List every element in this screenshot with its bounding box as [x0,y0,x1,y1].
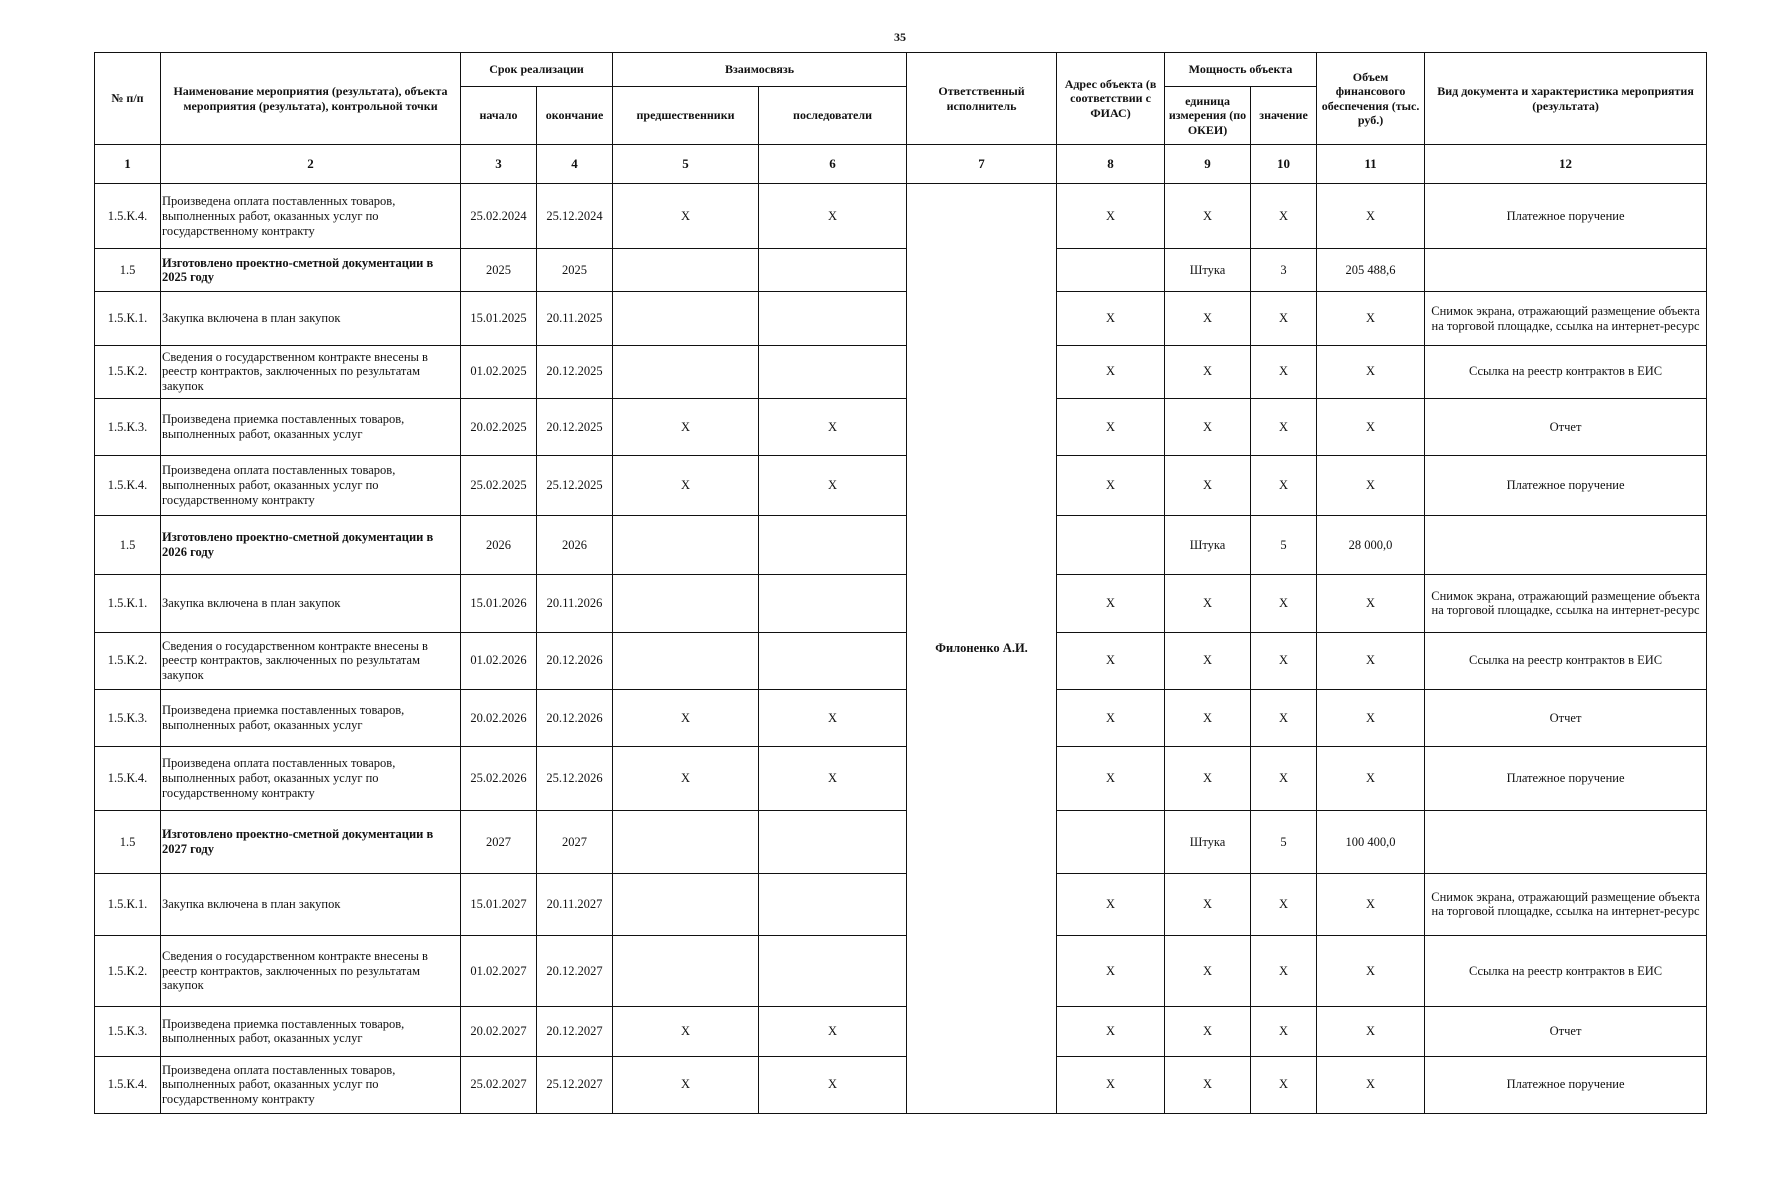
row-name: Сведения о государственном контракте внесены в реестр контрактов, заключенных по результатам закупок [161,632,461,689]
row-finance: X [1317,689,1425,746]
row-successors: X [759,398,907,455]
row-number: 1.5.К.3. [95,398,161,455]
row-predecessors [613,575,759,632]
row-successors [759,345,907,398]
row-number: 1.5.К.1. [95,874,161,935]
row-start: 2026 [461,515,537,574]
row-name: Произведена оплата поставленных товаров, выполненных работ, оказанных услуг по государственному контракту [161,183,461,249]
responsible-person: Филоненко А.И. [907,183,1057,1113]
table-row [95,935,1707,1007]
row-document: Снимок экрана, отражающий размещение объекта на торговой площадке, ссылка на интернет-ресурс [1425,874,1707,935]
row-start: 25.02.2025 [461,456,537,515]
row-finance: X [1317,345,1425,398]
row-end: 25.12.2027 [537,1056,613,1113]
row-predecessors: X [613,183,759,249]
row-address: X [1057,632,1165,689]
column-number: 9 [1165,145,1251,184]
row-finance: X [1317,456,1425,515]
table-row [95,515,1707,574]
row-capacity-unit: X [1165,689,1251,746]
row-address: X [1057,575,1165,632]
row-capacity-unit: X [1165,398,1251,455]
row-capacity-unit: X [1165,456,1251,515]
row-number: 1.5.К.3. [95,1007,161,1056]
header-num: № п/п [95,53,161,145]
table-row [95,1056,1707,1113]
header-term-group: Срок реализации [461,53,613,87]
column-number-row [95,145,1707,184]
row-start: 15.01.2026 [461,575,537,632]
table-row [95,874,1707,935]
row-document [1425,249,1707,292]
row-end: 20.12.2026 [537,632,613,689]
row-capacity-unit: X [1165,935,1251,1007]
row-address: X [1057,183,1165,249]
column-number: 6 [759,145,907,184]
header-doc: Вид документа и характеристика мероприятия (результата) [1425,53,1707,145]
row-capacity-value: X [1251,456,1317,515]
row-successors [759,874,907,935]
row-predecessors [613,292,759,345]
row-successors [759,292,907,345]
row-number: 1.5.К.1. [95,292,161,345]
row-document: Снимок экрана, отражающий размещение объекта на торговой площадке, ссылка на интернет-ресурс [1425,292,1707,345]
row-number: 1.5 [95,515,161,574]
row-finance: 100 400,0 [1317,810,1425,874]
row-end: 20.11.2025 [537,292,613,345]
row-finance: X [1317,935,1425,1007]
row-predecessors [613,345,759,398]
row-start: 2027 [461,810,537,874]
row-end: 25.12.2025 [537,456,613,515]
column-number: 4 [537,145,613,184]
header-capacity-group: Мощность объекта [1165,53,1317,87]
row-name: Произведена оплата поставленных товаров, выполненных работ, оказанных услуг по государственному контракту [161,1056,461,1113]
row-predecessors [613,935,759,1007]
row-end: 20.11.2026 [537,575,613,632]
header-name: Наименование мероприятия (результата), объекта мероприятия (результата), контрольной точки [161,53,461,145]
table-body [95,145,1707,1114]
row-capacity-unit: X [1165,874,1251,935]
row-number: 1.5.К.2. [95,345,161,398]
row-name: Произведена приемка поставленных товаров, выполненных работ, оказанных услуг [161,689,461,746]
row-start: 15.01.2027 [461,874,537,935]
row-document: Отчет [1425,1007,1707,1056]
row-capacity-unit: X [1165,1007,1251,1056]
row-document: Отчет [1425,689,1707,746]
column-number: 5 [613,145,759,184]
row-capacity-value: X [1251,575,1317,632]
row-number: 1.5.К.4. [95,1056,161,1113]
row-number: 1.5.К.3. [95,689,161,746]
row-predecessors: X [613,689,759,746]
header-relation-group: Взаимосвязь [613,53,907,87]
row-address: X [1057,1056,1165,1113]
row-document: Платежное поручение [1425,747,1707,811]
column-number: 3 [461,145,537,184]
row-finance: X [1317,874,1425,935]
row-end: 20.12.2027 [537,1007,613,1056]
row-predecessors [613,632,759,689]
row-predecessors [613,515,759,574]
column-number: 11 [1317,145,1425,184]
table-row [95,345,1707,398]
header-relation-prev: предшественники [613,87,759,145]
header-relation-next: последователи [759,87,907,145]
row-successors [759,632,907,689]
row-number: 1.5 [95,810,161,874]
row-capacity-unit: Штука [1165,249,1251,292]
row-predecessors [613,874,759,935]
row-address: X [1057,689,1165,746]
header-address: Адрес объекта (в соответствии с ФИАС) [1057,53,1165,145]
implementation-plan-table [94,52,1707,1114]
row-document [1425,810,1707,874]
row-number: 1.5.К.1. [95,575,161,632]
column-number: 12 [1425,145,1707,184]
column-number: 7 [907,145,1057,184]
row-capacity-unit: Штука [1165,515,1251,574]
row-end: 2025 [537,249,613,292]
row-successors [759,249,907,292]
row-successors: X [759,456,907,515]
row-address: X [1057,935,1165,1007]
table-row [95,689,1707,746]
row-capacity-value: X [1251,935,1317,1007]
table-row [95,575,1707,632]
row-capacity-value: X [1251,292,1317,345]
row-number: 1.5.К.2. [95,632,161,689]
row-end: 20.12.2026 [537,689,613,746]
row-start: 25.02.2026 [461,747,537,811]
row-finance: X [1317,292,1425,345]
row-end: 2026 [537,515,613,574]
row-start: 01.02.2025 [461,345,537,398]
row-start: 20.02.2025 [461,398,537,455]
row-predecessors: X [613,1056,759,1113]
table-row [95,810,1707,874]
row-name: Изготовлено проектно-сметной документации в 2027 году [161,810,461,874]
row-name: Изготовлено проектно-сметной документации в 2026 году [161,515,461,574]
header-term-start: начало [461,87,537,145]
column-number: 1 [95,145,161,184]
row-start: 15.01.2025 [461,292,537,345]
table-row [95,456,1707,515]
row-capacity-unit: X [1165,345,1251,398]
row-capacity-unit: X [1165,632,1251,689]
row-name: Закупка включена в план закупок [161,575,461,632]
table-row [95,398,1707,455]
row-capacity-value: X [1251,345,1317,398]
row-finance: X [1317,575,1425,632]
row-capacity-unit: X [1165,575,1251,632]
row-capacity-value: X [1251,183,1317,249]
page-number: 35 [894,30,906,44]
table-row [95,183,1707,249]
row-start: 25.02.2024 [461,183,537,249]
row-successors: X [759,183,907,249]
row-document [1425,515,1707,574]
row-capacity-value: X [1251,1056,1317,1113]
row-predecessors: X [613,456,759,515]
row-successors [759,575,907,632]
row-start: 2025 [461,249,537,292]
row-finance: X [1317,632,1425,689]
row-successors [759,515,907,574]
row-successors: X [759,689,907,746]
row-name: Произведена приемка поставленных товаров, выполненных работ, оказанных услуг [161,398,461,455]
row-document: Отчет [1425,398,1707,455]
row-finance: X [1317,398,1425,455]
row-end: 2027 [537,810,613,874]
row-end: 20.12.2025 [537,345,613,398]
row-address: X [1057,1007,1165,1056]
row-start: 01.02.2026 [461,632,537,689]
row-document: Платежное поручение [1425,456,1707,515]
row-name: Произведена оплата поставленных товаров, выполненных работ, оказанных услуг по государственному контракту [161,456,461,515]
row-document: Платежное поручение [1425,183,1707,249]
row-capacity-unit: X [1165,1056,1251,1113]
row-finance: X [1317,183,1425,249]
row-number: 1.5.К.4. [95,456,161,515]
header-term-end: окончание [537,87,613,145]
header-capacity-unit: единица измерения (по ОКЕИ) [1165,87,1251,145]
row-number: 1.5.К.4. [95,183,161,249]
table-row [95,292,1707,345]
row-capacity-value: X [1251,632,1317,689]
header-capacity-value: значение [1251,87,1317,145]
row-successors: X [759,747,907,811]
row-address: X [1057,874,1165,935]
row-document: Ссылка на реестр контрактов в ЕИС [1425,345,1707,398]
table-row [95,747,1707,811]
row-end: 25.12.2026 [537,747,613,811]
row-capacity-value: 5 [1251,515,1317,574]
row-name: Закупка включена в план закупок [161,874,461,935]
row-predecessors: X [613,1007,759,1056]
row-capacity-value: X [1251,874,1317,935]
row-name: Произведена приемка поставленных товаров, выполненных работ, оказанных услуг [161,1007,461,1056]
row-successors: X [759,1056,907,1113]
row-predecessors: X [613,747,759,811]
row-start: 20.02.2027 [461,1007,537,1056]
row-end: 20.12.2027 [537,935,613,1007]
row-name: Произведена оплата поставленных товаров, выполненных работ, оказанных услуг по государственному контракту [161,747,461,811]
row-capacity-value: X [1251,747,1317,811]
row-address: X [1057,398,1165,455]
row-capacity-value: X [1251,1007,1317,1056]
row-capacity-value: X [1251,689,1317,746]
row-end: 20.12.2025 [537,398,613,455]
row-finance: X [1317,1007,1425,1056]
column-number: 10 [1251,145,1317,184]
row-capacity-unit: X [1165,747,1251,811]
row-finance: X [1317,747,1425,811]
row-number: 1.5.К.4. [95,747,161,811]
header-finance: Объем финансового обеспечения (тыс. руб.) [1317,53,1425,145]
row-address: X [1057,345,1165,398]
row-document: Снимок экрана, отражающий размещение объекта на торговой площадке, ссылка на интернет-ресурс [1425,575,1707,632]
row-successors: X [759,1007,907,1056]
row-start: 01.02.2027 [461,935,537,1007]
row-address: X [1057,747,1165,811]
row-address [1057,810,1165,874]
row-document: Платежное поручение [1425,1056,1707,1113]
row-name: Сведения о государственном контракте внесены в реестр контрактов, заключенных по результатам закупок [161,935,461,1007]
row-address: X [1057,292,1165,345]
row-successors [759,810,907,874]
row-capacity-unit: Штука [1165,810,1251,874]
row-capacity-value: X [1251,398,1317,455]
table-row [95,1007,1707,1056]
row-capacity-value: 5 [1251,810,1317,874]
row-predecessors: X [613,398,759,455]
row-finance: 205 488,6 [1317,249,1425,292]
row-number: 1.5 [95,249,161,292]
row-address: X [1057,456,1165,515]
row-document: Ссылка на реестр контрактов в ЕИС [1425,935,1707,1007]
header-responsible: Ответственный исполнитель [907,53,1057,145]
row-number: 1.5.К.2. [95,935,161,1007]
row-document: Ссылка на реестр контрактов в ЕИС [1425,632,1707,689]
row-name: Закупка включена в план закупок [161,292,461,345]
row-predecessors [613,810,759,874]
row-address [1057,249,1165,292]
column-number: 2 [161,145,461,184]
row-start: 20.02.2026 [461,689,537,746]
column-number: 8 [1057,145,1165,184]
table-row [95,632,1707,689]
row-finance: X [1317,1056,1425,1113]
row-successors [759,935,907,1007]
row-capacity-unit: X [1165,183,1251,249]
row-end: 25.12.2024 [537,183,613,249]
row-capacity-unit: X [1165,292,1251,345]
row-name: Сведения о государственном контракте внесены в реестр контрактов, заключенных по результатам закупок [161,345,461,398]
row-predecessors [613,249,759,292]
row-end: 20.11.2027 [537,874,613,935]
row-finance: 28 000,0 [1317,515,1425,574]
row-start: 25.02.2027 [461,1056,537,1113]
table-row [95,249,1707,292]
row-name: Изготовлено проектно-сметной документации в 2025 году [161,249,461,292]
row-address [1057,515,1165,574]
row-capacity-value: 3 [1251,249,1317,292]
